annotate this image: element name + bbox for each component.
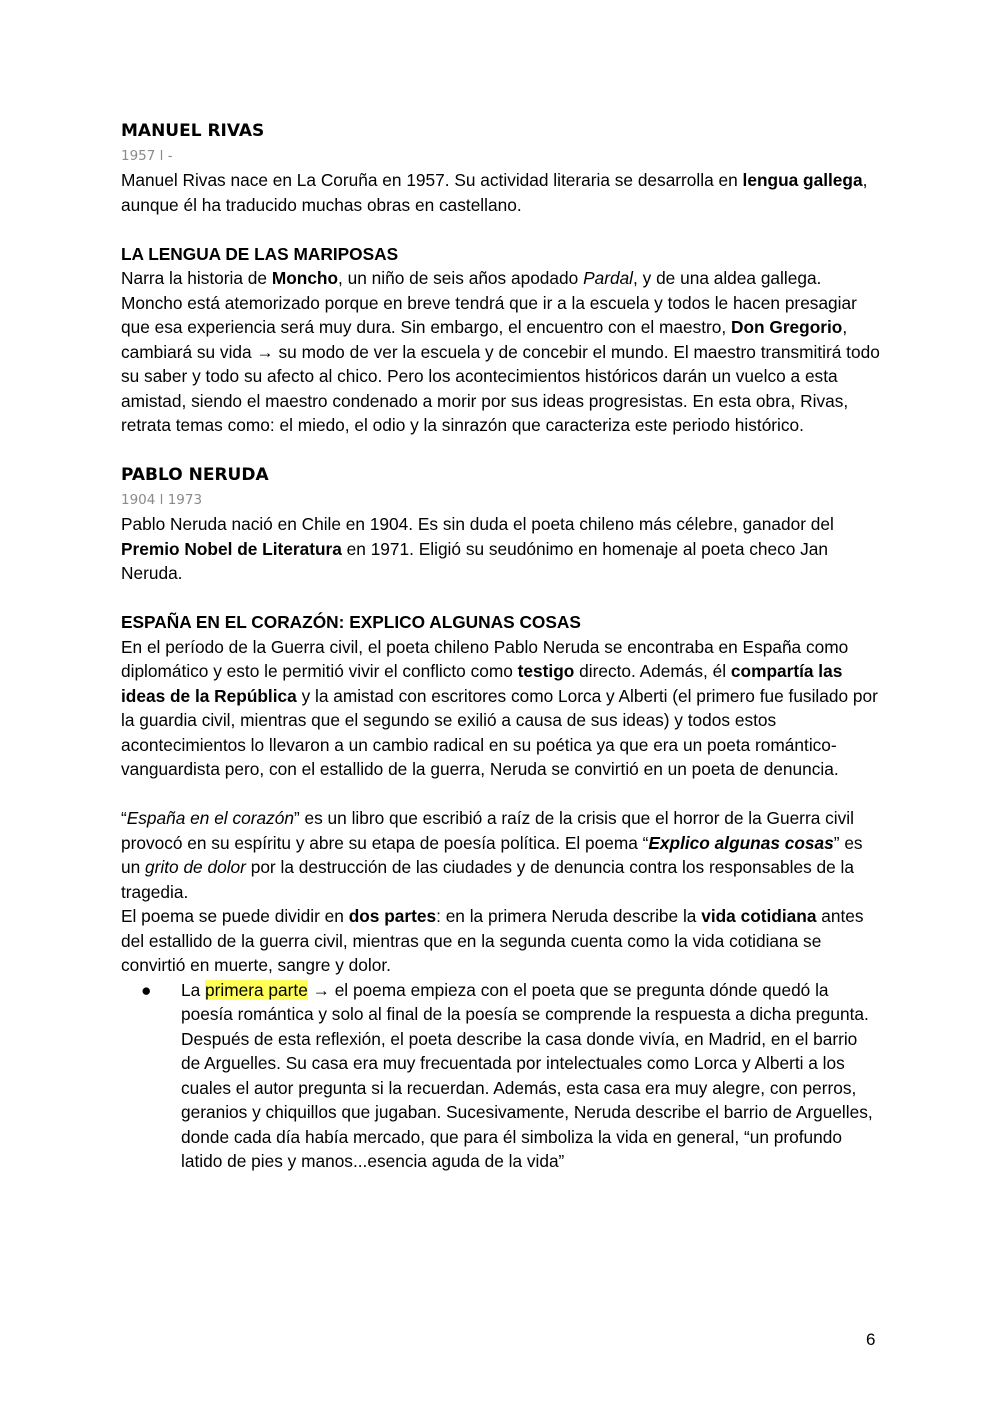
- text-run: directo. Además, él: [574, 661, 731, 681]
- bold-text: Don Gregorio: [730, 317, 843, 337]
- text-run: Manuel Rivas nace en La Coruña en 1957. Su actividad literaria se desarrolla en: [121, 170, 743, 190]
- structure-paragraph: [121, 904, 881, 978]
- work-summary-rivas: [121, 266, 881, 438]
- document-page: [121, 118, 881, 1174]
- text-run: y la amistad con escritores como Lorca y Alberti (el primero fue fusilado por la guardia civil, mientras que el segundo se exilió a causa de sus ideas) y todos estos acontecimientos lo llevaron a un cambio radical en su poética ya que era un poeta romántico-vanguardista pero, con el estallido de la guerra, Neruda se convirtió en un poeta de denuncia.: [121, 685, 878, 779]
- bold-text: Premio Nobel de Literatura: [121, 538, 342, 559]
- italic-text: España en el corazón: [126, 808, 294, 828]
- text-run: Pablo Neruda nació en Chile en 1904. Es sin duda el poeta chileno más célebre, ganador del: [121, 514, 834, 534]
- bio-neruda: [121, 512, 881, 586]
- bullet-list: [121, 978, 881, 1174]
- author-heading-rivas: MANUEL RIVAS: [121, 121, 265, 141]
- text-run: en 1971. Eligió su seudónimo en homenaje al poeta checo Jan Neruda.: [121, 538, 829, 583]
- text-run: ” es un libro que escribió a raíz de la crisis que el horror de la Guerra civil provocó en su espíritu y abre su etapa de poesía política. El poema “: [121, 808, 854, 853]
- context-paragraph: [121, 635, 881, 782]
- list-item: [121, 978, 881, 1174]
- text-run: → el poema empieza con el poeta que se pregunta dónde quedó la poesía romántica y solo al final de la poesía se comprende la respuesta a dicha pregunta. Después de esta reflexión, el poeta describe la casa donde vivía, en Madrid, en el barrio de Arguelles. Su casa era muy frecuentada por intelectuales como Lorca y Alberti a los cuales el autor pregunta si la recuerdan. Además, esta casa era muy alegre, con perros, geranios y chiquillos que jugaban. Sucesivamente, Neruda describe el barrio de Arguelles, donde cada día había mercado, que para él simboliza la vida en general, “un profundo latido de pies y manos...esencia aguda de la vida”: [181, 979, 873, 1171]
- author-heading-neruda: PABLO NERUDA: [121, 465, 269, 485]
- bullet-text: [181, 980, 873, 1172]
- italic-text: grito de dolor: [145, 857, 246, 877]
- text-run: , y de una aldea gallega. Moncho está atemorizado porque en breve tendrá que ir a la escuela y todos le hacen presagiar que esa experiencia será muy dura. Sin embargo, el encuentro con el maestro,: [121, 268, 857, 337]
- text-run: , cambiará su vida → su modo de ver la escuela y de concebir el mundo. El maestro transmitirá todo su saber y todo su afecto al chico. Pero los acontecimientos históricos darán un vuelco a esta amistad, siendo el maestro condenado a morir por sus ideas progresistas. En esta obra, Rivas, retrata temas como: el miedo, el odio y la sinrazón que caracteriza este periodo histórico.: [121, 317, 880, 435]
- spacer: [121, 782, 881, 807]
- bio-rivas: [121, 168, 881, 217]
- bold-text: Explico algunas cosas: [648, 832, 834, 853]
- text-run: La: [181, 979, 206, 1000]
- text-run: El poema se puede dividir en: [121, 906, 349, 926]
- book-paragraph: [121, 806, 881, 904]
- text-run: Narra la historia de: [121, 268, 272, 288]
- page-number: 6: [866, 1330, 876, 1349]
- spacer: [121, 217, 881, 242]
- bullet-icon: ●: [141, 979, 152, 1000]
- author-dates-neruda: 1904 l 1973: [121, 492, 203, 508]
- work-title-neruda: ESPAÑA EN EL CORAZÓN: EXPLICO ALGUNAS COSAS: [121, 612, 581, 632]
- bold-text: compartía las ideas de la República: [121, 661, 843, 706]
- bold-text: vida cotidiana: [701, 906, 817, 926]
- text-run: ” es un: [121, 832, 863, 877]
- text-run: antes del estallido de la guerra civil, mientras que en la segunda cuenta como la vida cotidiana se convirtió en muerte, sangre y dolor.: [121, 906, 864, 975]
- text-run: por la destrucción de las ciudades y de denuncia contra los responsables de la tragedia.: [121, 857, 855, 902]
- text-run: “: [121, 808, 127, 828]
- text-run: , aunque él ha traducido muchas obras en castellano.: [121, 170, 868, 215]
- bold-text: testigo: [517, 661, 575, 681]
- text-run: En el período de la Guerra civil, el poeta chileno Pablo Neruda se encontraba en España como diplomático y esto le permitió vivir el conflicto como: [121, 636, 849, 681]
- spacer: [121, 586, 881, 611]
- work-title-rivas: LA LENGUA DE LAS MARIPOSAS: [121, 243, 399, 264]
- text-run: , un niño de seis años apodado: [338, 268, 584, 288]
- bold-text: dos partes: [348, 906, 437, 926]
- author-dates-rivas: 1957 l -: [121, 148, 173, 164]
- highlighted-text: primera parte: [205, 979, 308, 1000]
- text-run: : en la primera Neruda describe la: [436, 906, 702, 926]
- bold-text: Moncho: [271, 268, 339, 288]
- spacer: [121, 438, 881, 463]
- italic-text: Pardal: [583, 268, 634, 288]
- bold-text: lengua gallega: [742, 170, 863, 190]
